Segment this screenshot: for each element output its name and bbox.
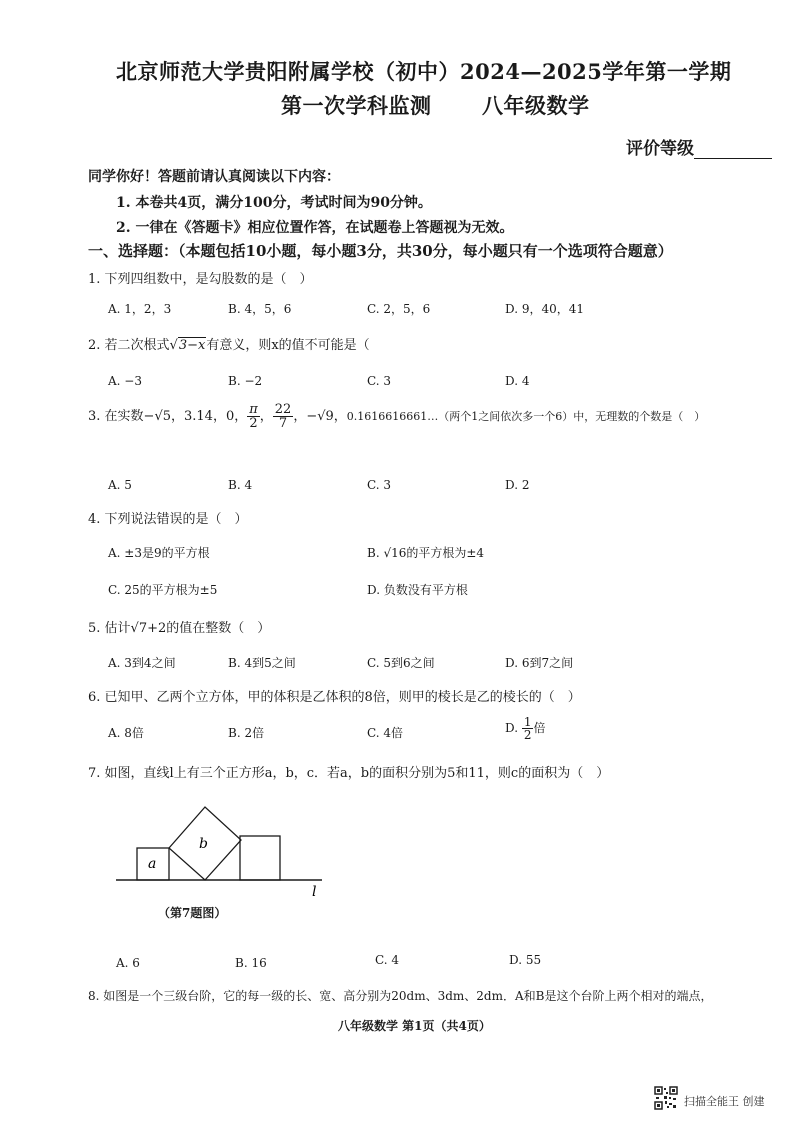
- q3-stem: 3. 在实数−√5，3.14，0， $\frac{\pi}{2}$ ， $\frac{22}{7}$ ，−√9，0.1616616661…（两个1之间依次多一个6）中，无理数的个数是（ ）: [88, 402, 706, 431]
- page-footer: 八年级数学 第1页（共4页）: [338, 1019, 491, 1033]
- q3-option-a: A. 5: [108, 478, 132, 492]
- q4-option-c: C. 25的平方根为±5: [108, 583, 218, 597]
- q6-d-suffix: 倍: [533, 721, 546, 735]
- q7-option-c: C. 4: [375, 953, 400, 967]
- q1-option-d: D. 9，40，41: [505, 302, 584, 316]
- q6-d-fraction: [522, 716, 534, 741]
- q1-option-a: A. 1，2，3: [108, 302, 172, 316]
- intro-greeting: 同学你好！答题前请认真阅读以下内容：: [88, 169, 340, 185]
- q2-option-c: C. 3: [367, 374, 392, 388]
- q8-stem: 8. 如图是一个三级台阶，它的每一级的长、宽、高分别为20dm、3dm、2dm．A和B是这个台阶上两个相对的端点，: [88, 989, 713, 1003]
- q2-option-d: D. 4: [505, 374, 530, 388]
- q6-option-a: A. 8倍: [108, 726, 144, 740]
- q2-stem-post: 有意义，则x的值不可能是（: [206, 338, 370, 353]
- q7-caption: （第7题图）: [158, 906, 227, 920]
- q2-option-b: B. −2: [228, 374, 263, 388]
- q7-square-c: [240, 836, 280, 880]
- q5-option-c: C. 5到6之间: [367, 656, 435, 670]
- q6-option-c: C. 4倍: [367, 726, 404, 740]
- q2-stem-pre: 2. 若二次根式: [88, 338, 170, 353]
- q4-option-a: A. ±3是9的平方根: [108, 546, 210, 560]
- q3-pi-over-2: [247, 403, 260, 430]
- q5-option-b: B. 4到5之间: [228, 656, 296, 670]
- q3-option-b: B. 4: [228, 478, 253, 492]
- q6-option-b: B. 2倍: [228, 726, 265, 740]
- q1-option-b: B. 4，5，6: [228, 302, 292, 316]
- q3-n314: ，3.14，0，: [171, 409, 248, 424]
- q3-pi: π: [249, 402, 258, 417]
- intro-item1: 1. 本卷共4页，满分100分，考试时间为90分钟。: [116, 195, 432, 211]
- exam-title-line1: 北京师范大学贵阳附属学校（初中）2024—2025学年第一学期: [116, 59, 732, 84]
- q6-stem: 6. 已知甲、乙两个立方体，甲的体积是乙体积的8倍，则甲的棱长是乙的棱长的（ ）: [88, 690, 581, 705]
- q4-stem: 4. 下列说法错误的是（ ）: [88, 512, 248, 527]
- q7-figure: [110, 800, 340, 900]
- q6-d-den: 2: [523, 728, 532, 742]
- q1-option-c: C. 2，5，6: [367, 302, 431, 316]
- intro-item2: 2. 一律在《答题卡》相应位置作答，在试题卷上答题视为无效。: [116, 220, 514, 236]
- q2-sqrt-sign: √: [169, 338, 178, 353]
- q7-label-a: a: [148, 856, 157, 872]
- q4-option-d: D. 负数没有平方根: [367, 583, 468, 597]
- grade-label: 评价等级: [626, 139, 694, 159]
- q4-option-b: B. √16的平方根为±4: [367, 546, 485, 560]
- q3-option-d: D. 2: [505, 478, 530, 492]
- q3-neg-sqrt9: ，−√9，: [293, 409, 347, 424]
- q6-d-num: 1: [523, 715, 532, 729]
- q3-stem-pre: 3. 在实数: [88, 409, 144, 424]
- grade-blank: [694, 144, 772, 159]
- q1-stem: 1. 下列四组数中，是勾股数的是（ ）: [88, 272, 313, 287]
- q6-d-prefix: D.: [505, 721, 519, 735]
- qr-code-icon: [654, 1086, 678, 1110]
- section1-heading: 一、选择题：（本题包括10小题，每小题3分，共30分，每小题只有一个选项符合题意）: [88, 242, 673, 260]
- q2-radicand: 3−x: [178, 338, 206, 353]
- grade-field: [626, 134, 772, 159]
- scanner-watermark: 扫描全能王 创建: [684, 1095, 765, 1108]
- exam-title-line2-b: 八年级数学: [482, 93, 590, 118]
- q3-22: 22: [274, 402, 292, 417]
- exam-title-line2-a: 第一次学科监测: [281, 93, 432, 118]
- q3-neg-sqrt5: −√5: [143, 409, 171, 424]
- q3-stem-post: 0.1616616661…（两个1之间依次多一个6）中，无理数的个数是（ ）: [346, 410, 706, 423]
- q3-7: 7: [278, 416, 288, 431]
- q3-option-c: C. 3: [367, 478, 392, 492]
- q5-option-d: D. 6到7之间: [505, 656, 574, 670]
- q7-stem: 7. 如图，直线l上有三个正方形a，b，c．若a，b的面积分别为5和11，则c的面积为（ ）: [88, 766, 610, 781]
- q3-two: 2: [249, 416, 258, 431]
- q7-option-d: D. 55: [509, 953, 542, 967]
- q2-option-a: A. −3: [108, 374, 142, 388]
- q7-option-b: B. 16: [235, 956, 267, 970]
- q3-22-over-7: [273, 403, 294, 430]
- q5-option-a: A. 3到4之间: [108, 656, 176, 670]
- q7-label-b: b: [199, 836, 208, 852]
- q2-stem: [88, 334, 370, 353]
- q6-option-d: [505, 716, 546, 741]
- q5-stem: 5. 估计√7+2的值在整数（ ）: [88, 621, 271, 636]
- q7-option-a: A. 6: [116, 956, 140, 970]
- q7-label-l: l: [312, 884, 317, 900]
